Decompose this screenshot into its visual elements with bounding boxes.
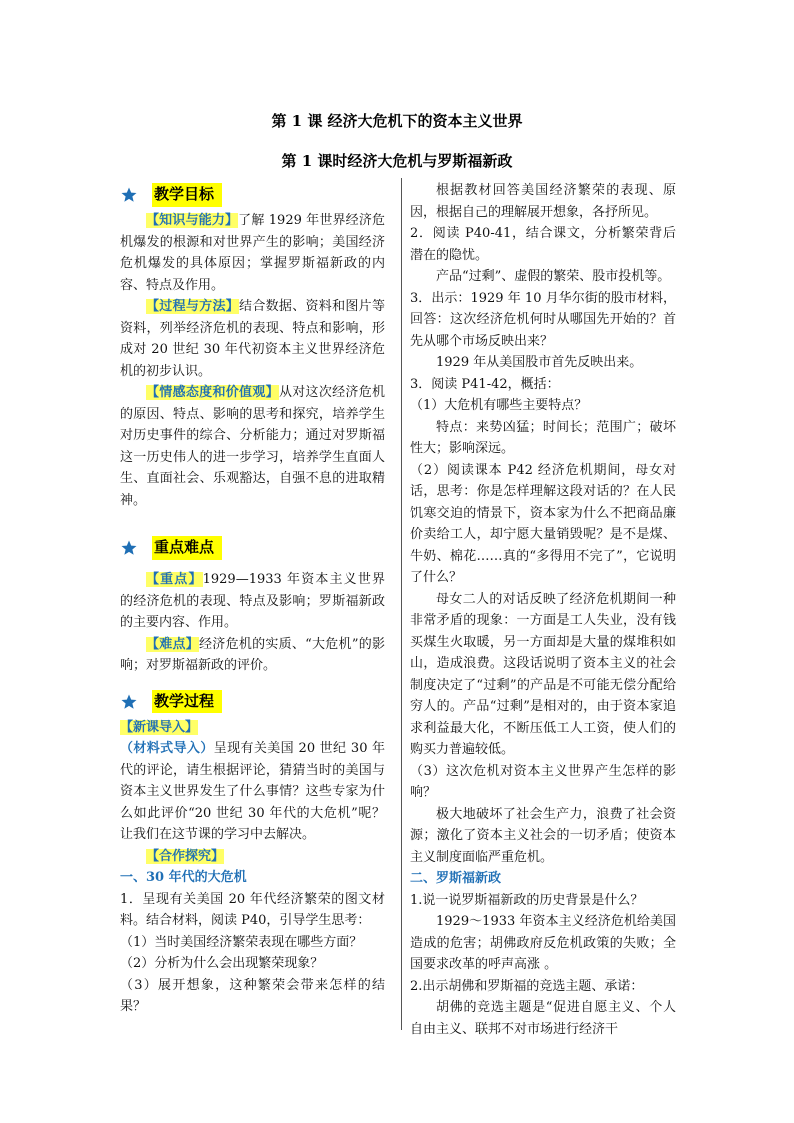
heading-great-depression: 一、30 年代的大危机 — [120, 870, 247, 885]
answer-4b: 母女二人的对话反映了经济危机期间一种非常矛盾的现象：一方面是工人失业，没有钱买煤生火取暖，另一方面却是大量的煤堆积如山，造成浪费。这段话说明了资本主义的社会制度决定了“过剩”的产品是不可能无偿分配给穷人的。产品“过剩”是相对的，由于资本家追求利益最大化，不断压低工人工资，使人们的购买力普遍较低。 — [410, 591, 676, 757]
star-icon — [120, 539, 138, 557]
question-4c: （3）这次危机对资本主义世界产生怎样的影响？ — [410, 763, 676, 800]
label-knowledge: 【知识与能力】 — [146, 213, 239, 228]
paragraph-difficulty — [120, 634, 385, 677]
text-process: 结合数据、资料和图片等资料，列举经济危机的表现、特点和影响，形成对 20 世纪 30 年代初资本主义世界经济危机的初步认识。 — [120, 299, 385, 379]
question-1a: （1）当时美国经济繁荣表现在哪些方面？ — [120, 934, 363, 950]
text-difficulty: 经济危机的实质、“大危机”的影响；对罗斯福新政的评价。 — [120, 636, 385, 673]
paragraph-key-point — [120, 569, 385, 634]
new-lesson-label: 【新课导入】 — [120, 719, 199, 735]
question-1: 1．呈现有关美国 20 年代经济繁荣的图文材料。结合材料，阅读 P40，引导学生思考： — [120, 891, 385, 928]
section-label: 教学目标 — [152, 183, 222, 207]
star-icon — [120, 693, 138, 711]
answer-4a: 特点：来势凶猛；时间长；范围广；破坏性大；影响深远。 — [410, 419, 676, 456]
column-divider — [401, 178, 402, 1030]
lesson-title: 第 1 课 经济大危机下的资本主义世界 — [271, 112, 523, 130]
question-4b: （2）阅读课本 P42 经济危机期间，母女对话，思考：你是怎样理解这段对话的？在人民饥寒交迫的情景下，资本家为什么不把商品廉价卖给工人，却宁愿大量销毁呢？是不是煤、牛奶、棉花……真的“多得用不完了”，它说明了什么？ — [410, 462, 676, 585]
section-label: 重点难点 — [152, 536, 222, 560]
text-emotion: 从对这次经济危机的原因、特点、影响的思考和探究，培养学生对历史事件的综合、分析能力；通过对罗斯福这一历史伟人的进一步学习，培养学生直面人生、直面社会、乐观豁达，自强不息的进取精神。 — [120, 385, 385, 508]
answer-2: 产品“过剩”、虚假的繁荣、股市投机等。 — [436, 269, 671, 284]
question-1c: （3）展开想象，这种繁荣会带来怎样的结果？ — [120, 977, 385, 1014]
answer-3: 1929 年从美国股市首先反映出来。 — [436, 355, 643, 370]
paragraph-emotion — [120, 382, 385, 511]
section-heading-key-points — [120, 535, 385, 561]
label-emotion: 【情感态度和价值观】 — [146, 385, 279, 400]
paragraph-intro — [120, 738, 385, 846]
answer-6: 胡佛的竞选主题是“促进自愿主义、个人自由主义、联邦不对市场进行经济干 — [410, 1000, 676, 1037]
section-heading-process — [120, 689, 385, 715]
answer-1: 根据教材回答美国经济繁荣的表现、原因，根据自己的理解展开想象，各抒所见。 — [410, 183, 676, 220]
label-process: 【过程与方法】 — [146, 299, 240, 314]
text-knowledge: 了解 1929 年世界经济危机爆发的根源和对世界产生的影响；美国经济危机爆发的具体原因；掌握罗斯福新政的内容、特点及作用。 — [120, 213, 385, 293]
question-3: 3．出示：1929 年 10 月华尔街的股市材料，回答：这次经济危机何时从哪国先开始的？首先从哪个市场反映出来？ — [410, 290, 676, 349]
answer-5: 1929～1933 年资本主义经济危机给美国造成的危害；胡佛政府反危机政策的失败；全国要求改革的呼声高涨 。 — [410, 914, 676, 972]
heading-new-deal: 二、罗斯福新政 — [410, 871, 502, 886]
label-key-point: 【重点】 — [146, 572, 203, 587]
question-4a: （1）大危机有哪些主要特点？ — [410, 398, 588, 413]
paragraph-process — [120, 296, 385, 382]
label-material: （材料式导入） — [120, 741, 214, 756]
text-intro: 呈现有关美国 20 世纪 30 年代的评论，请生根据评论，猜猜当时的美国与资本主义世界发生了什么事情？这些专家为什么如此评价“20 世纪 30 年代的大危机”呢？让我们在这节课的学习中去解决。 — [120, 741, 385, 842]
section-label: 教学过程 — [152, 690, 222, 714]
question-1b: （2）分析为什么会出现繁荣现象？ — [120, 956, 324, 971]
text-key-point: 1929—1933 年资本主义世界的经济危机的表现、特点及影响；罗斯福新政的主要内容、作用。 — [120, 572, 385, 630]
question-4: 3．阅读 P41-42，概括： — [410, 376, 560, 392]
question-6: 2.出示胡佛和罗斯福的竞选主题、承诺： — [410, 978, 644, 994]
answer-4c: 极大地破坏了社会生产力，浪费了社会资源；激化了资本主义社会的一切矛盾；使资本主义制度面临严重危机。 — [410, 806, 676, 865]
label-difficulty: 【难点】 — [146, 636, 200, 652]
cooperation-label: 【合作探究】 — [146, 848, 225, 864]
star-icon — [120, 186, 138, 204]
period-title: 第 1 课时经济大危机与罗斯福新政 — [281, 152, 513, 170]
question-5: 1.说一说罗斯福新政的历史背景是什么？ — [410, 892, 644, 908]
section-heading-objectives — [120, 182, 385, 208]
paragraph-knowledge — [120, 210, 385, 296]
question-2: 2．阅读 P40-41，结合课文，分析繁荣背后潜在的隐忧。 — [410, 226, 676, 263]
right-column — [410, 180, 676, 1040]
left-column — [120, 180, 385, 1018]
